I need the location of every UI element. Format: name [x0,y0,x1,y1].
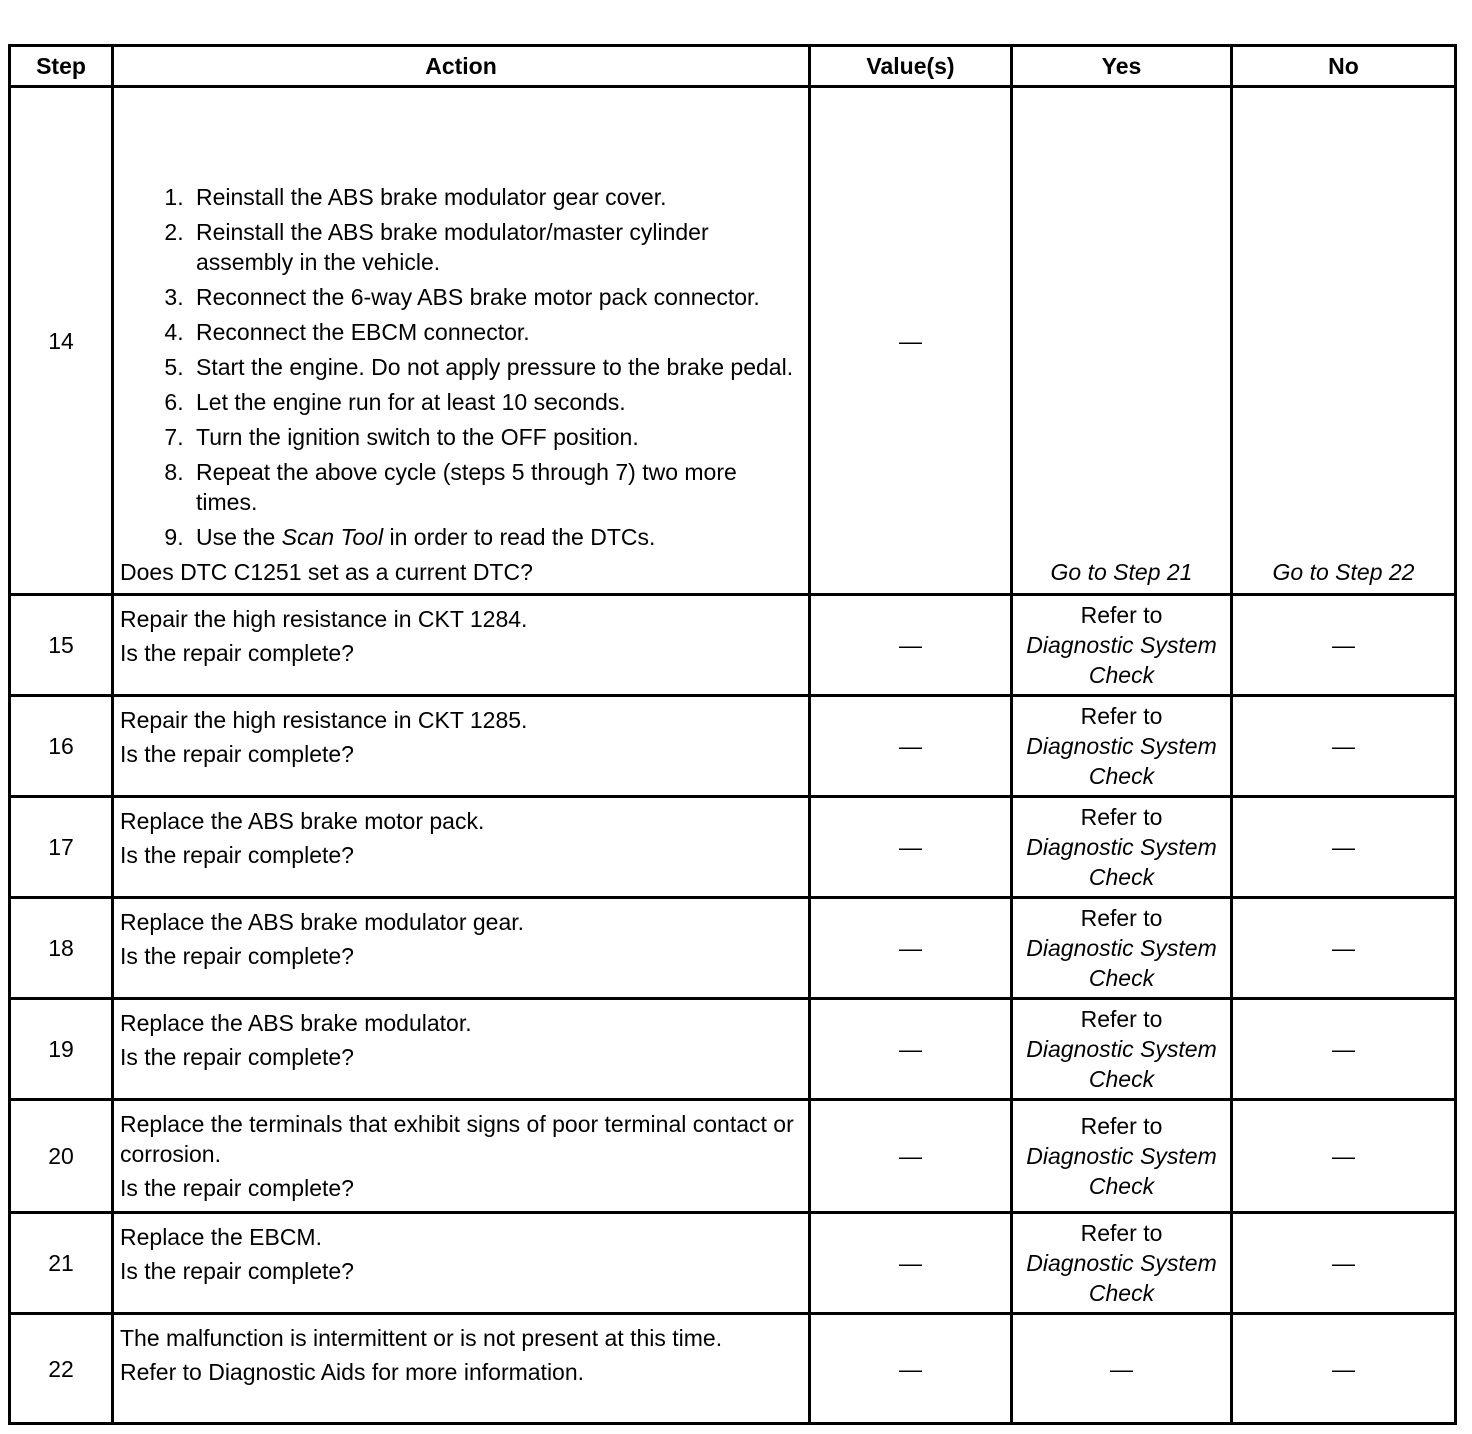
action-text: Repair the high resistance in CKT 1284. [120,606,528,632]
header-row [10,46,1456,87]
action-cell [113,1314,810,1424]
scan-tool-term: Scan Tool [281,524,384,550]
no-cell [1232,87,1456,595]
step-number: 20 [10,1100,113,1213]
action-step: 9. Use the Scan Tool in order to read the DTCs. [190,522,802,552]
value-cell: — [810,1314,1012,1424]
action-question: Is the repair complete? [120,741,354,767]
action-text: Replace the ABS brake motor pack. [120,808,485,834]
table-header [10,46,1456,87]
step-number: 22 [10,1314,113,1424]
table-row-step-16 [10,696,1456,797]
action-cell [113,1100,810,1213]
action-text: Refer to Diagnostic Aids for more information. [120,1359,585,1385]
action-question: Is the repair complete? [120,640,354,666]
action-question: Is the repair complete? [120,842,354,868]
value-cell: — [810,898,1012,999]
action-cell [113,898,810,999]
table-row-step-17 [10,797,1456,898]
action-step: 1. Reinstall the ABS brake modulator gear cover. [190,182,802,212]
yes-cell [1012,87,1232,595]
diagnostic-system-check-link[interactable]: Diagnostic System Check [1026,935,1217,991]
step-number: 18 [10,898,113,999]
yes-cell [1012,1213,1232,1314]
no-cell: — [1232,1213,1456,1314]
action-cell [113,595,810,696]
step-number: 14 [10,87,113,595]
table-row-step-22 [10,1314,1456,1424]
action-cell [113,999,810,1100]
no-cell: — [1232,696,1456,797]
yes-cell [1012,1100,1232,1213]
table-row-step-18 [10,898,1456,999]
no-cell: — [1232,1100,1456,1213]
value-cell: — [810,797,1012,898]
header-no: No [1232,46,1456,87]
refer-to-text: Refer to [1080,602,1163,628]
no-cell: — [1232,595,1456,696]
action-text: Replace the EBCM. [120,1224,322,1250]
refer-to-text: Refer to [1080,804,1163,830]
value-cell: — [810,1213,1012,1314]
header-values: Value(s) [810,46,1012,87]
refer-to-text: Refer to [1080,1220,1163,1246]
no-cell: — [1232,797,1456,898]
table-row-step-19 [10,999,1456,1100]
action-step: 8. Repeat the above cycle (steps 5 through 7) two more times. [190,457,802,517]
action-step: 4. Reconnect the EBCM connector. [190,317,802,347]
action-text: Replace the ABS brake modulator. [120,1010,472,1036]
yes-cell [1012,696,1232,797]
refer-to-text: Refer to [1080,703,1163,729]
value-cell: — [810,87,1012,595]
step-number: 15 [10,595,113,696]
header-step: Step [10,46,113,87]
action-step-list [120,182,802,552]
diagnostic-system-check-link[interactable]: Diagnostic System Check [1026,1143,1217,1199]
action-question: Is the repair complete? [120,1175,354,1201]
action-step: 3. Reconnect the 6-way ABS brake motor pack connector. [190,282,802,312]
yes-cell [1012,898,1232,999]
refer-to-text: Refer to [1080,905,1163,931]
value-cell: — [810,696,1012,797]
step-number: 21 [10,1213,113,1314]
diagnostic-system-check-link[interactable]: Diagnostic System Check [1026,834,1217,890]
yes-cell [1012,797,1232,898]
action-cell [113,696,810,797]
diagnostic-system-check-link[interactable]: Diagnostic System Check [1026,1250,1217,1306]
action-cell [113,87,810,595]
yes-cell: — [1012,1314,1232,1424]
go-to-step-link[interactable]: Go to Step 22 [1272,559,1415,585]
step-number: 17 [10,797,113,898]
action-text: Repair the high resistance in CKT 1285. [120,707,528,733]
diagnostic-table [8,44,1457,1425]
value-cell: — [810,999,1012,1100]
action-question: Is the repair complete? [120,1258,354,1284]
action-text: Replace the ABS brake modulator gear. [120,909,525,935]
action-step: 6. Let the engine run for at least 10 seconds. [190,387,802,417]
action-step: 5. Start the engine. Do not apply pressure to the brake pedal. [190,352,802,382]
diagnostic-system-check-link[interactable]: Diagnostic System Check [1026,733,1217,789]
action-question: Is the repair complete? [120,1044,354,1070]
no-cell: — [1232,898,1456,999]
no-cell: — [1232,999,1456,1100]
diagnostic-system-check-link[interactable]: Diagnostic System Check [1026,632,1217,688]
refer-to-text: Refer to [1080,1006,1163,1032]
action-step: 7. Turn the ignition switch to the OFF position. [190,422,802,452]
action-cell [113,1213,810,1314]
table-row-step-20 [10,1100,1456,1213]
no-cell: — [1232,1314,1456,1424]
table-row-step-21 [10,1213,1456,1314]
yes-cell [1012,595,1232,696]
action-question: Does DTC C1251 set as a current DTC? [120,559,533,585]
yes-cell [1012,999,1232,1100]
value-cell: — [810,595,1012,696]
action-cell [113,797,810,898]
step-number: 19 [10,999,113,1100]
diagnostic-system-check-link[interactable]: Diagnostic System Check [1026,1036,1217,1092]
header-yes: Yes [1012,46,1232,87]
header-action: Action [113,46,810,87]
action-text: Replace the terminals that exhibit signs of poor terminal contact or corrosion. [120,1111,794,1167]
action-text: The malfunction is intermittent or is not present at this time. [120,1325,723,1351]
refer-to-text: Refer to [1080,1113,1163,1139]
table-row-step-14 [10,87,1456,595]
action-question: Is the repair complete? [120,943,354,969]
action-step: 2. Reinstall the ABS brake modulator/master cylinder assembly in the vehicle. [190,217,802,277]
go-to-step-link[interactable]: Go to Step 21 [1050,559,1193,585]
table-row-step-15 [10,595,1456,696]
table-body [10,87,1456,1424]
value-cell: — [810,1100,1012,1213]
step-number: 16 [10,696,113,797]
